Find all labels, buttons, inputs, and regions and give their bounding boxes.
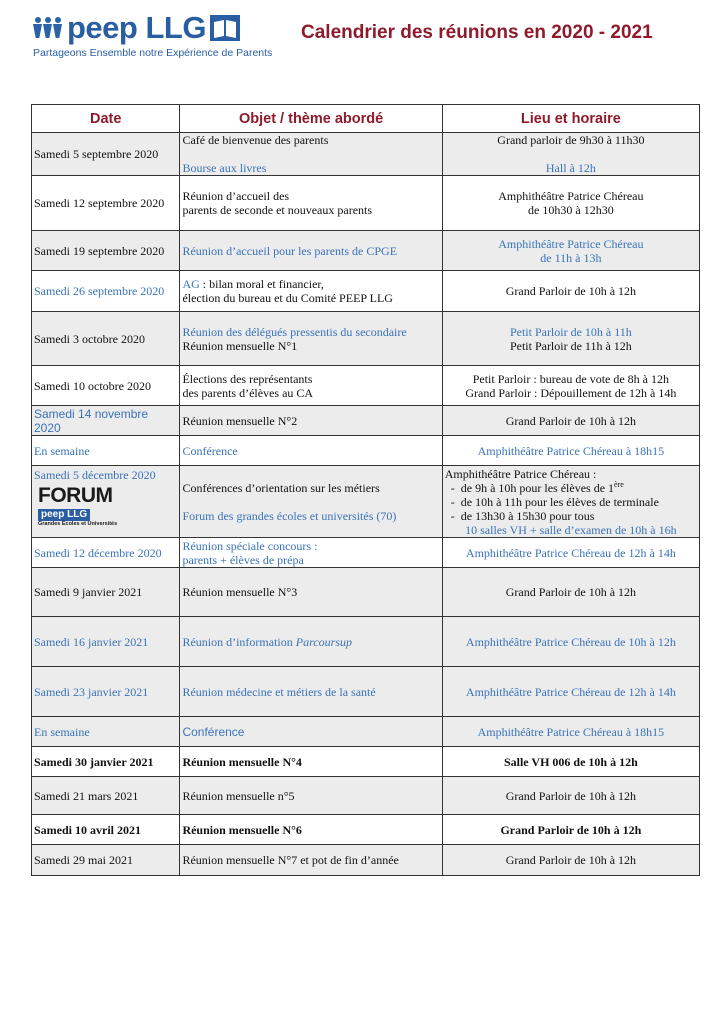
- objet-cell: [180, 366, 442, 406]
- lieu-cell: Grand Parloir de 10h à 12h: [442, 845, 699, 876]
- book-icon: [210, 15, 240, 41]
- date-cell: Samedi 16 janvier 2021: [32, 617, 180, 667]
- header-date: Date: [32, 105, 180, 133]
- objet-cell: Réunion mensuelle n°5: [180, 777, 442, 815]
- date-cell: Samedi 9 janvier 2021: [32, 568, 180, 617]
- date-cell: Samedi 21 mars 2021: [32, 777, 180, 815]
- objet-cell: Réunion mensuelle N°3: [180, 568, 442, 617]
- lieu-cell: [442, 466, 699, 538]
- time-slot: - de 9h à 10h pour les élèves de 1ère: [445, 481, 697, 495]
- logo-text: peep LLG: [67, 10, 206, 45]
- objet-cell: [180, 312, 442, 366]
- lieu-line: 10 salles VH + salle d’examen de 10h à 16h: [465, 522, 677, 537]
- lieu-line: Amphithéâtre Patrice Chéreau: [498, 189, 644, 203]
- objet-cell: Réunion mensuelle N°6: [180, 815, 442, 845]
- lieu-cell: Grand Parloir de 10h à 12h: [442, 777, 699, 815]
- lieu-cell: [442, 176, 699, 231]
- date-text: Samedi 5 décembre 2020: [34, 468, 156, 482]
- table-row: [32, 617, 700, 667]
- lieu-cell: [442, 231, 699, 271]
- date-cell: Samedi 23 janvier 2021: [32, 667, 180, 717]
- table-row: [32, 667, 700, 717]
- table-row: [32, 271, 700, 312]
- lieu-cell: Grand Parloir de 10h à 12h: [442, 568, 699, 617]
- forum-word: FORUM: [38, 484, 113, 507]
- lieu-cell: Salle VH 006 de 10h à 12h: [442, 747, 699, 777]
- table-row: [32, 777, 700, 815]
- objet-line: Réunion mensuelle N°1: [182, 338, 298, 353]
- lieu-cell: Grand Parloir de 10h à 12h: [442, 406, 699, 436]
- table-header-row: [32, 105, 700, 133]
- date-cell: Samedi 30 janvier 2021: [32, 747, 180, 777]
- table-row: [32, 466, 700, 538]
- table-row: [32, 845, 700, 876]
- objet-line: Conférences d’orientation sur les métiers: [182, 480, 380, 495]
- objet-cell: [180, 176, 442, 231]
- date-cell: Samedi 26 septembre 2020: [32, 271, 180, 312]
- lieu-cell: Amphithéâtre Patrice Chéreau de 10h à 12h: [442, 617, 699, 667]
- date-cell: Samedi 12 septembre 2020: [32, 176, 180, 231]
- date-cell: Samedi 10 avril 2021: [32, 815, 180, 845]
- ag-label: AG: [182, 277, 200, 291]
- date-cell: Samedi 3 octobre 2020: [32, 312, 180, 366]
- table-row: [32, 717, 700, 747]
- lieu-line: Grand parloir de 9h30 à 11h30: [497, 133, 645, 147]
- objet-line: parents + élèves de prépa: [182, 552, 304, 567]
- lieu-cell: Amphithéâtre Patrice Chéreau de 12h à 14h: [442, 667, 699, 717]
- table-row: [32, 406, 700, 436]
- lieu-line: Petit Parloir : bureau de vote de 8h à 12h: [472, 371, 670, 386]
- objet-cell: [180, 133, 442, 176]
- table-row: [32, 568, 700, 617]
- objet-line: Réunion spéciale concours :: [182, 538, 318, 553]
- forum-brand: peep LLG: [38, 509, 90, 521]
- date-cell: Samedi 29 mai 2021: [32, 845, 180, 876]
- page-title: Calendrier des réunions en 2020 - 2021: [301, 22, 653, 43]
- objet-cell: [180, 466, 442, 538]
- objet-cell: Réunion d’accueil pour les parents de CPGE: [180, 231, 442, 271]
- table-row: [32, 436, 700, 466]
- objet-cell: Réunion mensuelle N°7 et pot de fin d’année: [180, 845, 442, 876]
- lieu-line: de 10h30 à 12h30: [528, 203, 614, 217]
- date-cell: En semaine: [32, 436, 180, 466]
- logo-tagline: Partageons Ensemble notre Expérience de Parents: [33, 47, 273, 59]
- peep-logo: [33, 10, 283, 62]
- time-slot-list: [445, 481, 697, 523]
- objet-line: parents de seconde et nouveaux parents: [182, 203, 373, 217]
- date-cell: Samedi 12 décembre 2020: [32, 538, 180, 568]
- objet-line: Réunion d’accueil des: [182, 189, 290, 203]
- lieu-line: Amphithéâtre Patrice Chéreau :: [444, 466, 597, 481]
- objet-cell: Réunion d’information Parcoursup: [180, 617, 442, 667]
- meeting-calendar-table: [31, 104, 700, 876]
- table-row: [32, 815, 700, 845]
- objet-cell: Réunion mensuelle N°2: [180, 406, 442, 436]
- objet-line: élection du bureau et du Comité PEEP LLG: [182, 291, 393, 305]
- time-slot: - de 10h à 11h pour les élèves de terminale: [445, 495, 697, 509]
- table-row: [32, 747, 700, 777]
- table-row: [32, 133, 700, 176]
- date-cell: Samedi 14 novembre 2020: [32, 406, 180, 436]
- header-lieu: Lieu et horaire: [442, 105, 699, 133]
- lieu-cell: Grand Parloir de 10h à 12h: [442, 815, 699, 845]
- objet-cell: Réunion médecine et métiers de la santé: [180, 667, 442, 717]
- people-icon: [33, 15, 63, 41]
- lieu-cell: [442, 312, 699, 366]
- date-cell: [32, 466, 180, 538]
- header-objet: Objet / thème abordé: [180, 105, 442, 133]
- objet-line: : bilan moral et financier,: [199, 277, 324, 291]
- objet-cell: [180, 538, 442, 568]
- lieu-line: Petit Parloir de 10h à 11h: [509, 324, 632, 339]
- table-row: [32, 176, 700, 231]
- lieu-cell: Amphithéâtre Patrice Chéreau à 18h15: [442, 436, 699, 466]
- objet-cell: Réunion mensuelle N°4: [180, 747, 442, 777]
- objet-line: Réunion des délégués pressentis du secondaire: [182, 324, 407, 339]
- objet-line: Forum des grandes écoles et universités (70): [182, 508, 397, 523]
- date-cell: Samedi 5 septembre 2020: [32, 133, 180, 176]
- objet-line: des parents d’élèves au CA: [182, 385, 314, 400]
- table-row: [32, 366, 700, 406]
- lieu-cell: [442, 133, 699, 176]
- lieu-cell: Amphithéâtre Patrice Chéreau à 18h15: [442, 717, 699, 747]
- parcoursup-label: Parcoursup: [295, 634, 352, 649]
- objet-line: Bourse aux livres: [182, 161, 267, 175]
- objet-cell: Conférence: [180, 717, 442, 747]
- lieu-line: Amphithéâtre Patrice Chéreau: [498, 236, 644, 251]
- table-row: [32, 231, 700, 271]
- forum-logo: [38, 486, 122, 528]
- objet-line: Élections des représentants: [182, 371, 313, 386]
- table-row: [32, 538, 700, 568]
- lieu-line: Hall à 12h: [545, 161, 596, 175]
- date-cell: Samedi 10 octobre 2020: [32, 366, 180, 406]
- lieu-line: Grand Parloir : Dépouillement de 12h à 14h: [465, 385, 677, 400]
- lieu-cell: Amphithéâtre Patrice Chéreau de 12h à 14h: [442, 538, 699, 568]
- lieu-cell: [442, 366, 699, 406]
- table-row: [32, 312, 700, 366]
- forum-subtitle: Grandes Écoles et Universités: [38, 521, 118, 527]
- lieu-line: Petit Parloir de 11h à 12h: [509, 338, 632, 353]
- time-slot: - de 13h30 à 15h30 pour tous: [445, 509, 697, 523]
- lieu-line: de 11h à 13h: [540, 250, 602, 265]
- objet-cell: Conférence: [180, 436, 442, 466]
- lieu-cell: Grand Parloir de 10h à 12h: [442, 271, 699, 312]
- date-cell: En semaine: [32, 717, 180, 747]
- objet-line: Café de bienvenue des parents: [182, 133, 329, 147]
- date-cell: Samedi 19 septembre 2020: [32, 231, 180, 271]
- objet-cell: [180, 271, 442, 312]
